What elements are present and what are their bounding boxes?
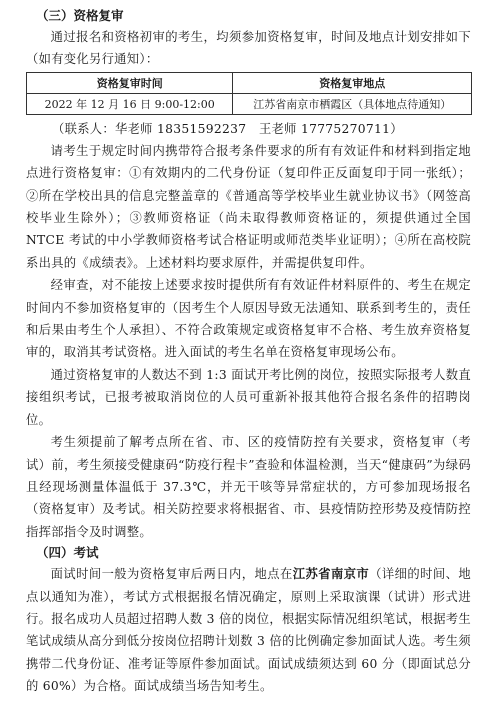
section-heading-qualification-review: （三）资格复审 xyxy=(36,8,124,23)
contact-line: （联系人：华老师 18351592237 王老师 17775270711） xyxy=(52,121,403,136)
table-row xyxy=(27,93,472,114)
table-header-place: 资格复审地点 xyxy=(233,72,472,93)
review-time-cell: 2022 年 12 月 16 日 9:00-12:00 xyxy=(27,93,233,114)
review-place-cell: 江苏省南京市栖霞区（具体地点待通知） xyxy=(233,93,472,114)
table-header-time: 资格复审时间 xyxy=(27,72,233,93)
review-materials-paragraph: 请考生于规定时间内携带符合报考条件要求的所有有效证件和材料到指定地点进行资格复审：①有效期内的二代身份证（复印件正反面复印于同一张纸）；②所在学校出具的信息完整盖章的《普通高等学校毕业生就业协议书》（网签高校毕业生除外）；③教师资格证（尚未取得教师资格证的，须提供通过全国 NTCE 考试的中小学教师资格考试合格证明或师范类毕业证明）；④所在高校院系出具的《成绩表》。上述材料均要求原件，并需提供复印件。 xyxy=(26,143,471,270)
table-header-row xyxy=(27,72,472,93)
qualification-review-intro: 通过报名和资格初审的考生，均须参加资格复审，时间及地点计划安排如下（如有变化另行通知）： xyxy=(26,30,471,67)
exam-text-c: （详细的时间、地点以通知为准），考试方式根据报名情况确定，原则上采取演课（试讲）形式进行。报名成功人员超过招聘人数 3 倍的岗位，根据实际情况组织笔试，根据考生笔试成绩从高分到低分按岗位招聘计划数 3 倍的比例确定参加面试人选。考生须携带二代身份证、准考证等原件参加面试。面试成绩须达到 60 分（即面试总分的 60%）为合格。面试成绩当场告知考生。 xyxy=(26,567,471,694)
exam-location-highlight: 江苏省南京市 xyxy=(292,566,370,582)
exam-ratio-paragraph: 通过资格复审的人数达不到 1:3 面试开考比例的岗位，按照实际报考人数直接组织考试，已报考被取消岗位的人员可重新补报其他符合报名条件的招聘岗位。 xyxy=(26,367,471,427)
exam-text-a: 面试时间一般为资格复审后两日内，地点在 xyxy=(50,567,293,582)
review-disqualification-paragraph: 经审查，对不能按上述要求按时提供所有有效证件材料原件的、考生在规定时间内不参加资格复审的（因考生个人原因导致无法通知、联系到考生的，责任和后果由考生个人承担）、不符合政策规定或资格复审不合格、考生放弃资格复审的，取消其考试资格。进入面试的考生名单在资格复审现场公布。 xyxy=(26,278,471,360)
epidemic-prevention-paragraph: 考生须提前了解考点所在省、市、区的疫情防控有关要求，资格复审（考试）前，考生须接受健康码“防疫行程卡”查验和体温检测，当天“健康码”为绿码且经现场测量体温低于 37.3℃，并无干咳等异常症状的，方可参加现场报名（资格复审）及考试。相关防控要求将根据省、市、县疫情防控形势及疫情防控指挥部指令及时调整。 xyxy=(26,435,471,539)
review-schedule-table xyxy=(26,72,472,115)
exam-paragraph xyxy=(26,563,471,697)
section-heading-exam: （四）考试 xyxy=(36,545,99,561)
